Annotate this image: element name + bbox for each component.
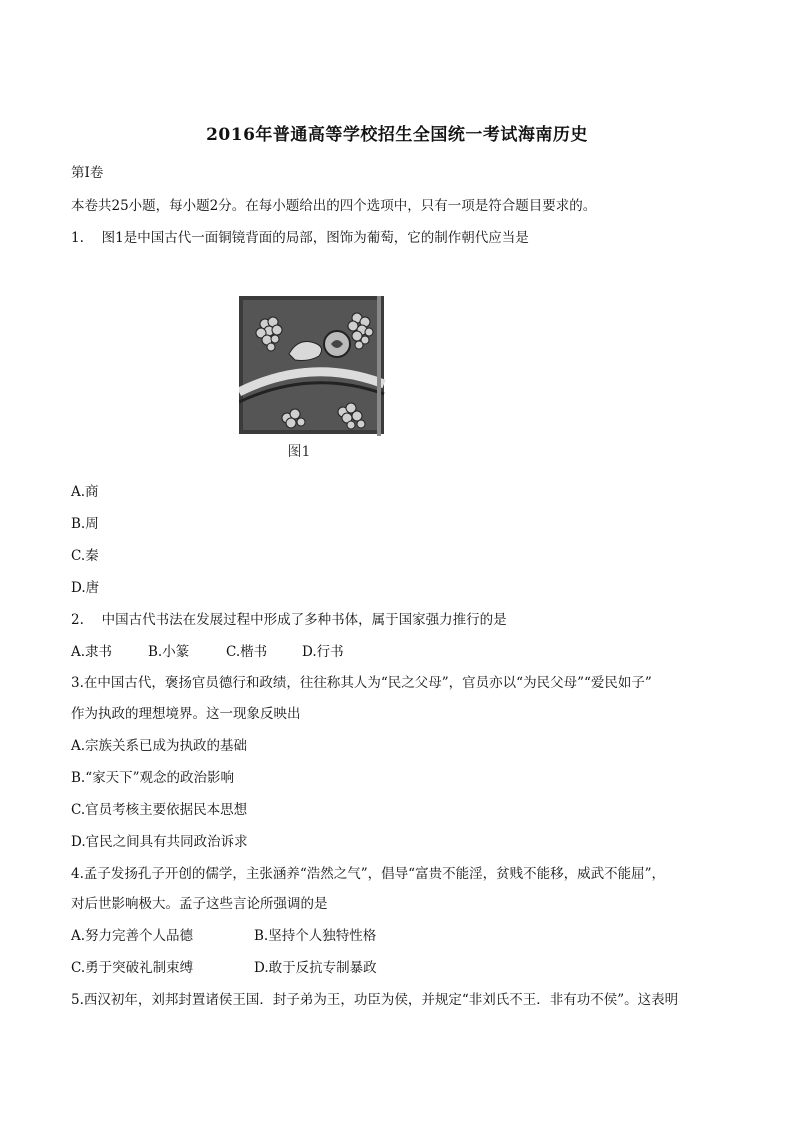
q4-option-b: B.坚持个人独特性格	[254, 928, 377, 944]
question-4-stem-line2: 对后世影响极大。孟子这些言论所强调的是	[71, 896, 328, 912]
question-5-stem-line1: 5.西汉初年，刘邦封置诸侯王国．封子弟为王，功臣为侯，并规定“非刘氏不王．非有功不侯”。这表明	[71, 992, 679, 1008]
q1-option-b: B.周	[71, 516, 99, 532]
q3-option-d: D.官民之间具有共同政治诉求	[71, 834, 248, 850]
bronze-mirror-figure	[239, 296, 394, 464]
question-3-stem-line2: 作为执政的理想境界。这一现象反映出	[71, 706, 301, 722]
bronze-mirror-image	[239, 296, 394, 436]
question-1-stem: 1. 图1是中国古代一面铜镜背面的局部，图饰为葡萄，它的制作朝代应当是	[71, 230, 529, 246]
q4-option-a: A.努力完善个人品德	[71, 928, 194, 944]
instructions: 本卷共25小题，每小题2分。在每小题给出的四个选项中，只有一项是符合题目要求的。	[71, 198, 597, 214]
q4-option-d: D.敢于反抗专制暴政	[254, 960, 377, 976]
q2-option-a: A.隶书	[71, 644, 113, 660]
question-2-stem: 2. 中国古代书法在发展过程中形成了多种书体，属于国家强力推行的是	[71, 612, 507, 628]
q2-option-d: D.行书	[302, 644, 344, 660]
question-3-stem-line1: 3.在中国古代，褒扬官员德行和政绩，往往称其人为“民之父母”，官员亦以“为民父母”“爱民如子”	[71, 675, 652, 691]
q3-option-c: C.官员考核主要依据民本思想	[71, 802, 248, 818]
question-4-stem-line1: 4.孟子发扬孔子开创的儒学，主张涵养“浩然之气”，倡导“富贵不能淫，贫贱不能移，威武不能屈”，	[71, 866, 665, 882]
q3-option-a: A.宗族关系已成为执政的基础	[71, 738, 248, 754]
q4-option-c: C.勇于突破礼制束缚	[71, 960, 194, 976]
section-label: 第Ⅰ卷	[71, 165, 104, 181]
q1-option-a: A.商	[71, 484, 99, 500]
exam-title: 2016年普通高等学校招生全国统一考试海南历史	[206, 125, 588, 145]
q1-option-c: C.秦	[71, 548, 99, 564]
q1-option-d: D.唐	[71, 580, 100, 596]
q2-option-c: C.楷书	[226, 644, 268, 660]
figure-caption: 图1	[287, 444, 311, 460]
q2-option-b: B.小篆	[148, 644, 190, 660]
q3-option-b: B.“家天下”观念的政治影响	[71, 770, 235, 786]
